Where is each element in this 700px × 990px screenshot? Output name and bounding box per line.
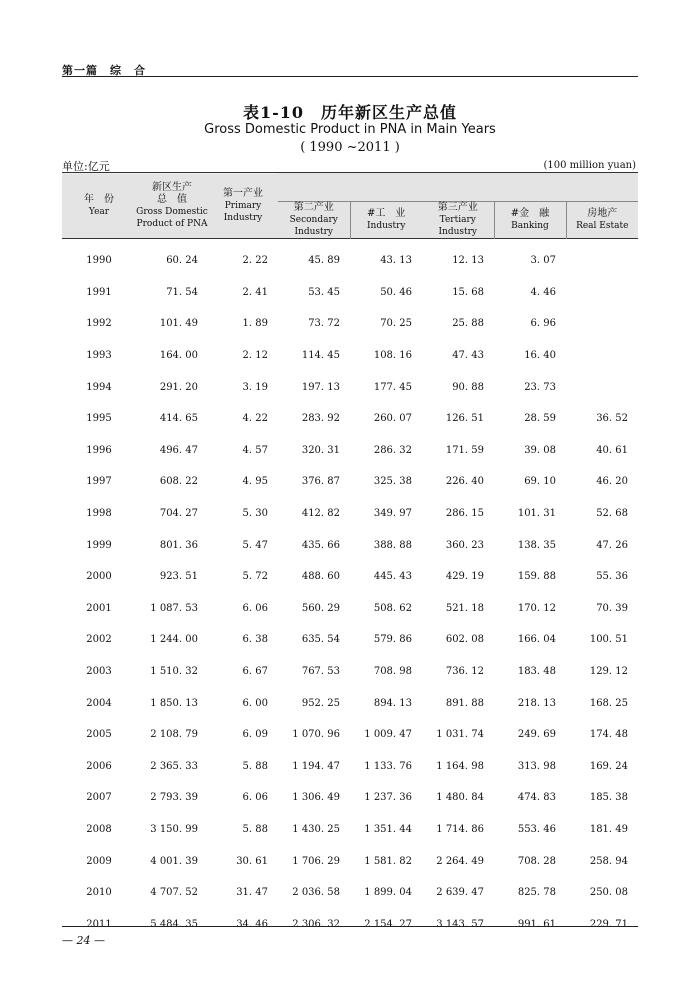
- table-cell-value: 553. 46: [517, 823, 556, 835]
- table-cell-value: 1 706. 29: [292, 855, 340, 867]
- table-cell-value: 129. 12: [589, 666, 628, 678]
- table-cell-value: 40. 61: [596, 444, 628, 456]
- table-cell-value: 6. 09: [242, 729, 268, 741]
- table-cell-value: 60. 24: [166, 255, 198, 267]
- table-cell-value: 258. 94: [589, 855, 628, 867]
- table-cell-value: 47. 26: [596, 539, 628, 551]
- table-row: [62, 814, 638, 846]
- table-cell-value: 2 108. 79: [150, 729, 198, 741]
- table-cell-value: 4 001. 39: [150, 855, 198, 867]
- table-cell-value: 53. 45: [308, 286, 340, 298]
- table-cell-value: 1 244. 00: [150, 634, 198, 646]
- table-row: [62, 466, 638, 498]
- table-cell-value: 250. 08: [589, 887, 628, 899]
- table-row: [62, 656, 638, 688]
- table-cell-value: 1 430. 25: [292, 823, 340, 835]
- table-cell-value: 360. 23: [445, 539, 484, 551]
- table-cell-value: 36. 52: [596, 413, 628, 425]
- table-cell-value: 1 480. 84: [436, 792, 484, 804]
- table-title-years: ( 1990 ~2011 ): [300, 140, 400, 155]
- table-cell-year: 1992: [86, 318, 112, 330]
- table-cell-value: 181. 49: [589, 823, 628, 835]
- table-cell-value: 708. 28: [517, 855, 556, 867]
- table-cell-value: 286. 32: [373, 444, 412, 456]
- table-cell-value: 602. 08: [445, 634, 484, 646]
- table-cell-value: 114. 45: [301, 350, 340, 362]
- table-cell-value: 952. 25: [301, 697, 340, 709]
- table-cell-year: 1990: [86, 255, 112, 267]
- table-cell-value: 496. 47: [159, 444, 198, 456]
- table-cell-value: 894. 13: [373, 697, 412, 709]
- table-cell-value: 560. 29: [301, 602, 340, 614]
- unit-label-en: (100 million yuan): [543, 160, 636, 171]
- table-row: [62, 498, 638, 530]
- table-cell-value: 4. 57: [242, 444, 268, 456]
- table-cell-value: 349. 97: [373, 508, 412, 520]
- header-secondary: 第二产业 Secondary Industry: [278, 202, 350, 239]
- table-cell-value: 608. 22: [159, 476, 198, 488]
- table-cell-year: 2000: [86, 571, 112, 583]
- table-cell-value: 1 237. 36: [364, 792, 412, 804]
- table-cell-value: 1 087. 53: [150, 602, 198, 614]
- table-cell-value: 1 351. 44: [364, 823, 412, 835]
- table-cell-value: 6. 96: [530, 318, 556, 330]
- table-cell-value: [566, 239, 638, 277]
- table-cell-year: 1996: [86, 444, 112, 456]
- table-cell-value: 2 793. 39: [150, 792, 198, 804]
- table-cell-value: 73. 72: [308, 318, 340, 330]
- table-cell-value: 1. 89: [242, 318, 268, 330]
- table-row: [62, 308, 638, 340]
- table-header: [62, 173, 638, 239]
- table-cell-value: 3 150. 99: [150, 823, 198, 835]
- header-primary: 第一产业 Primary Industry: [208, 173, 278, 239]
- table-row: [62, 371, 638, 403]
- table-cell-value: 30. 61: [236, 855, 268, 867]
- table-cell-year: 1995: [86, 413, 112, 425]
- table-cell-value: 6. 67: [242, 666, 268, 678]
- unit-label-cn: 单位:亿元: [62, 160, 110, 173]
- table-cell-value: 445. 43: [373, 571, 412, 583]
- bottom-rule: [62, 926, 638, 927]
- table-cell-value: 90. 88: [452, 381, 484, 393]
- table-cell-value: 488. 60: [301, 571, 340, 583]
- table-cell-value: 126. 51: [445, 413, 484, 425]
- table-cell-value: 101. 31: [517, 508, 556, 520]
- table-cell-value: 3 143. 57: [436, 918, 484, 930]
- table-cell-year: 1991: [86, 286, 112, 298]
- table-row: [62, 877, 638, 909]
- table-row: [62, 782, 638, 814]
- table-cell-value: 6. 38: [242, 634, 268, 646]
- table-cell-value: 166. 04: [517, 634, 556, 646]
- table-cell-value: 891. 88: [445, 697, 484, 709]
- table-row: [62, 751, 638, 783]
- table-cell-value: 170. 12: [517, 602, 556, 614]
- table-cell-year: 2009: [86, 855, 112, 867]
- table-cell-value: 521. 18: [445, 602, 484, 614]
- table-cell-value: 704. 27: [159, 508, 198, 520]
- table-cell-value: 4. 95: [242, 476, 268, 488]
- table-cell-value: 177. 45: [373, 381, 412, 393]
- table-cell-value: [566, 340, 638, 372]
- table-cell-value: 2 264. 49: [436, 855, 484, 867]
- table-cell-value: 801. 36: [159, 539, 198, 551]
- table-cell-value: 2 036. 58: [292, 887, 340, 899]
- table-cell-value: 474. 83: [517, 792, 556, 804]
- table-row: [62, 277, 638, 309]
- table-cell-value: 388. 88: [373, 539, 412, 551]
- header-tertiary: 第三产业 Tertiary Industry: [422, 202, 494, 239]
- table-cell-value: 4. 22: [242, 413, 268, 425]
- header-banking: #金 融 Banking: [494, 202, 566, 239]
- header-tertiary-group: [422, 173, 638, 202]
- table-cell-value: 159. 88: [517, 571, 556, 583]
- top-rule: [62, 76, 638, 77]
- table-cell-value: 2. 41: [242, 286, 268, 298]
- table-title-en: Gross Domestic Product in PNA in Main Years: [204, 122, 496, 137]
- table-row: [62, 435, 638, 467]
- table-cell-value: 23. 73: [524, 381, 556, 393]
- section-header: 第一篇 综 合: [62, 64, 146, 77]
- table-cell-value: 5. 88: [242, 823, 268, 835]
- table-row: [62, 719, 638, 751]
- table-cell-value: 71. 54: [166, 286, 198, 298]
- table-cell-value: [566, 277, 638, 309]
- table-cell-value: 16. 40: [524, 350, 556, 362]
- table-cell-value: 1 714. 86: [436, 823, 484, 835]
- table-cell-value: 6. 06: [242, 792, 268, 804]
- header-secondary-group: [278, 173, 422, 202]
- table-title-cn: 表1-10 历年新区生产总值: [242, 103, 458, 122]
- header-real-estate: 房地产 Real Estate: [566, 202, 638, 239]
- table-cell-value: 3. 07: [530, 255, 556, 267]
- table-cell-year: 1998: [86, 508, 112, 520]
- table-cell-value: 508. 62: [373, 602, 412, 614]
- table-cell-value: 313. 98: [517, 760, 556, 772]
- table-cell-value: 138. 35: [517, 539, 556, 551]
- table-cell-value: 4 707. 52: [150, 887, 198, 899]
- table-cell-value: [566, 308, 638, 340]
- table-cell-value: 12. 13: [452, 255, 484, 267]
- table-cell-value: 1 194. 47: [292, 760, 340, 772]
- table-cell-value: 1 133. 76: [364, 760, 412, 772]
- table-cell-value: 579. 86: [373, 634, 412, 646]
- table-cell-value: 171. 59: [445, 444, 484, 456]
- table-cell-value: 169. 24: [589, 760, 628, 772]
- table-cell-value: 5 484. 35: [150, 918, 198, 930]
- table-cell-value: 1 009. 47: [364, 729, 412, 741]
- table-cell-value: 249. 69: [517, 729, 556, 741]
- table-cell-year: 2006: [86, 760, 112, 772]
- table-cell-year: 1997: [86, 476, 112, 488]
- table-cell-value: 52. 68: [596, 508, 628, 520]
- table-cell-value: 39. 08: [524, 444, 556, 456]
- table-cell-value: 4. 46: [530, 286, 556, 298]
- table-row: [62, 340, 638, 372]
- table-cell-value: 923. 51: [159, 571, 198, 583]
- table-cell-value: 168. 25: [589, 697, 628, 709]
- table-cell-value: 28. 59: [524, 413, 556, 425]
- table-cell-value: 70. 25: [380, 318, 412, 330]
- table-cell-year: 2005: [86, 729, 112, 741]
- table-cell-value: 414. 65: [159, 413, 198, 425]
- gdp-table: [62, 172, 638, 940]
- table-cell-value: 15. 68: [452, 286, 484, 298]
- table-cell-value: 412. 82: [301, 508, 340, 520]
- table-cell-value: 50. 46: [380, 286, 412, 298]
- header-industry: #工 业 Industry: [350, 202, 422, 239]
- table-row: [62, 687, 638, 719]
- table-row: [62, 624, 638, 656]
- table-cell-value: 5. 47: [242, 539, 268, 551]
- table-cell-value: 34. 46: [236, 918, 268, 930]
- table-row: [62, 239, 638, 277]
- header-year: 年 份 Year: [62, 173, 136, 239]
- table-cell-value: 70. 39: [596, 602, 628, 614]
- table-cell-value: 635. 54: [301, 634, 340, 646]
- table-cell-value: 183. 48: [517, 666, 556, 678]
- table-cell-value: 5. 72: [242, 571, 268, 583]
- table-cell-value: 197. 13: [301, 381, 340, 393]
- table-cell-value: 47. 43: [452, 350, 484, 362]
- table-cell-value: 2. 22: [242, 255, 268, 267]
- gdp-table-wrapper: [62, 172, 638, 940]
- table-cell-value: 5. 88: [242, 760, 268, 772]
- table-cell-value: 229. 71: [589, 918, 628, 930]
- table-cell-value: 325. 38: [373, 476, 412, 488]
- table-cell-value: 101. 49: [159, 318, 198, 330]
- table-cell-year: 1994: [86, 381, 112, 393]
- table-row: [62, 403, 638, 435]
- table-cell-value: 825. 78: [517, 887, 556, 899]
- table-cell-year: 2002: [86, 634, 112, 646]
- table-cell-value: 218. 13: [517, 697, 556, 709]
- table-body: [62, 239, 638, 941]
- table-cell-value: 43. 13: [380, 255, 412, 267]
- table-cell-value: 1 164. 98: [436, 760, 484, 772]
- table-cell-value: 708. 98: [373, 666, 412, 678]
- table-cell-value: 2. 12: [242, 350, 268, 362]
- table-cell-value: 2 306. 32: [292, 918, 340, 930]
- table-cell-value: 320. 31: [301, 444, 340, 456]
- table-cell-value: 283. 92: [301, 413, 340, 425]
- table-cell-year: 2010: [86, 887, 112, 899]
- table-row: [62, 561, 638, 593]
- table-cell-value: 45. 89: [308, 255, 340, 267]
- table-cell-year: 2007: [86, 792, 112, 804]
- table-cell-year: 2001: [86, 602, 112, 614]
- table-cell-value: 31. 47: [236, 887, 268, 899]
- table-cell-value: 736. 12: [445, 666, 484, 678]
- table-cell-year: 2003: [86, 666, 112, 678]
- table-cell-year: 1993: [86, 350, 112, 362]
- table-cell-value: 291. 20: [159, 381, 198, 393]
- table-cell-value: 1 899. 04: [364, 887, 412, 899]
- table-cell-value: 991. 61: [517, 918, 556, 930]
- page-number: — 24 —: [62, 934, 105, 947]
- table-row: [62, 908, 638, 940]
- table-cell-value: 1 070. 96: [292, 729, 340, 741]
- table-cell-value: 2 639. 47: [436, 887, 484, 899]
- table-cell-value: 174. 48: [589, 729, 628, 741]
- table-row: [62, 529, 638, 561]
- table-cell-value: 25. 88: [452, 318, 484, 330]
- table-cell-value: 3. 19: [242, 381, 268, 393]
- table-cell-value: 108. 16: [373, 350, 412, 362]
- table-cell-value: 100. 51: [589, 634, 628, 646]
- table-cell-value: 6. 00: [242, 697, 268, 709]
- table-cell-value: 1 031. 74: [436, 729, 484, 741]
- table-cell-year: 2004: [86, 697, 112, 709]
- table-cell-year: 2011: [86, 918, 112, 930]
- table-cell-year: 2008: [86, 823, 112, 835]
- table-cell-value: 767. 53: [301, 666, 340, 678]
- table-cell-value: 1 581. 82: [364, 855, 412, 867]
- table-cell-value: 2 365. 33: [150, 760, 198, 772]
- table-cell-value: 376. 87: [301, 476, 340, 488]
- table-cell-value: 1 850. 13: [150, 697, 198, 709]
- header-gdp: 新区生产 总 值 Gross Domestic Product of PNA: [136, 173, 208, 239]
- table-cell-value: 55. 36: [596, 571, 628, 583]
- table-row: [62, 593, 638, 625]
- table-cell-value: 185. 38: [589, 792, 628, 804]
- table-cell-value: 435. 66: [301, 539, 340, 551]
- table-cell-value: [566, 371, 638, 403]
- table-cell-value: 286. 15: [445, 508, 484, 520]
- table-cell-value: 46. 20: [596, 476, 628, 488]
- table-cell-value: 164. 00: [159, 350, 198, 362]
- table-cell-value: 5. 30: [242, 508, 268, 520]
- table-cell-value: 6. 06: [242, 602, 268, 614]
- table-row: [62, 845, 638, 877]
- table-cell-value: 69. 10: [524, 476, 556, 488]
- table-cell-value: 260. 07: [373, 413, 412, 425]
- table-cell-value: 2 154. 27: [364, 918, 412, 930]
- table-cell-value: 429. 19: [445, 571, 484, 583]
- table-cell-value: 1 306. 49: [292, 792, 340, 804]
- table-cell-year: 1999: [86, 539, 112, 551]
- table-cell-value: 226. 40: [445, 476, 484, 488]
- table-cell-value: 1 510. 32: [150, 666, 198, 678]
